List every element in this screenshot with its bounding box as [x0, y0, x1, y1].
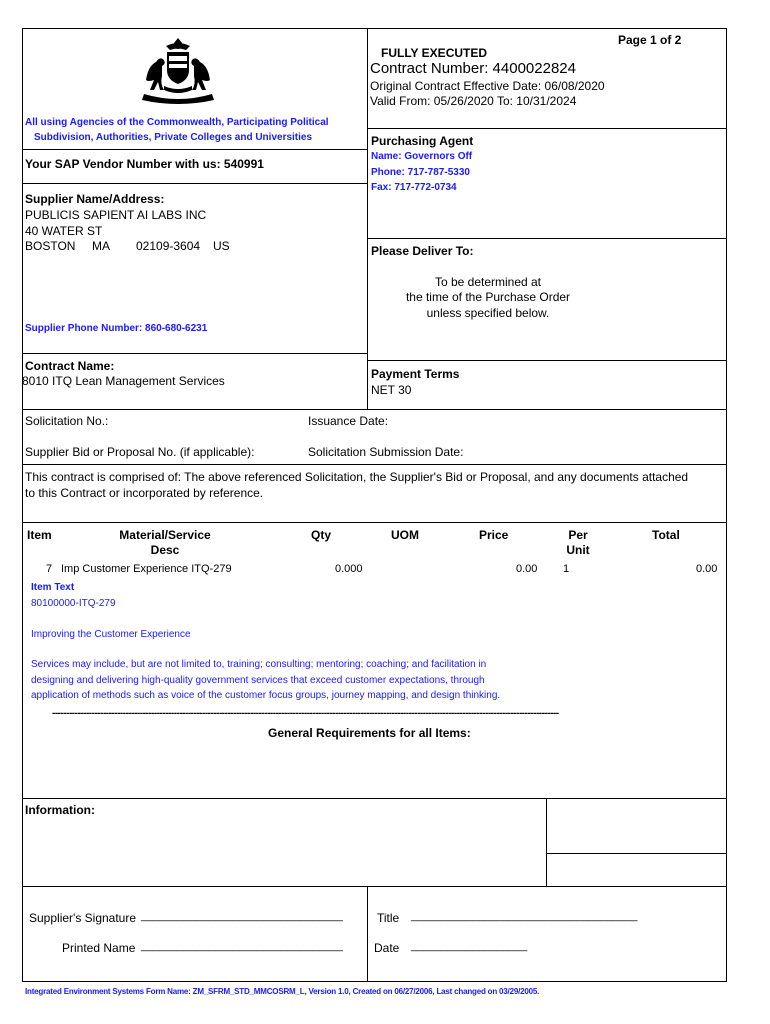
supplier-phone: Supplier Phone Number: 860-680-6231	[25, 323, 208, 334]
payment-terms-value: NET 30	[371, 383, 412, 397]
agent-fax: Fax: 717-772-0734	[371, 182, 457, 193]
col-desc-2: Desc	[150, 543, 180, 557]
supplier-street: 40 WATER ST	[25, 224, 103, 238]
effective-date: Original Contract Effective Date: 06/08/2020	[370, 79, 605, 93]
row-item-number: 7	[46, 563, 53, 575]
frame-bottom	[22, 981, 727, 982]
col-price: Price	[479, 528, 509, 542]
sap-vendor-number: Your SAP Vendor Number with us: 540991	[25, 157, 264, 171]
supplier-city: BOSTON	[25, 239, 76, 253]
info-divider-h	[546, 853, 727, 854]
solicitation-no: Solicitation No.:	[25, 414, 109, 428]
col-per-2: Unit	[566, 543, 590, 557]
supplier-bid-no: Supplier Bid or Proposal No. (if applicable):	[25, 445, 255, 459]
payment-terms-label: Payment Terms	[371, 367, 460, 381]
deliver-line-3: unless specified below.	[426, 306, 550, 320]
divider-left-3	[22, 353, 368, 354]
col-uom: UOM	[391, 528, 419, 542]
divider-signature	[22, 886, 727, 887]
agencies-line-2: Subdivision, Authorities, Private Colleges and Universities	[34, 132, 313, 143]
divider-solicitation	[22, 409, 727, 410]
divider-information	[22, 798, 727, 799]
page-indicator: Page 1 of 2	[618, 33, 682, 47]
date-line[interactable]: ___________________	[411, 940, 528, 952]
deliver-label: Please Deliver To:	[371, 244, 474, 258]
info-divider-v	[546, 798, 547, 887]
divider-right-3	[367, 360, 727, 361]
divider-right-1	[367, 128, 727, 129]
agencies-line-1: All using Agencies of the Commonwealth, Participating Political	[25, 117, 329, 128]
deliver-line-1: To be determined at	[434, 275, 542, 289]
general-requirements: General Requirements for all Items:	[268, 726, 471, 740]
printed-name-line[interactable]: _________________________________	[141, 940, 343, 952]
col-total: Total	[652, 528, 680, 542]
supplier-country: US	[213, 239, 230, 253]
supplier-zip: 02109-3604	[136, 239, 201, 253]
supplier-signature-label: Supplier's Signature	[29, 911, 137, 925]
col-desc-1: Material/Service	[119, 528, 211, 542]
supplier-label: Supplier Name/Address:	[25, 192, 165, 206]
valid-dates: Valid From: 05/26/2020 To: 10/31/2024	[370, 94, 577, 108]
comprised-line-1: This contract is comprised of: The above referenced Solicitation, the Supplier's Bid or Proposal, and any documents attached	[25, 470, 689, 484]
agent-phone: Phone: 717-787-5330	[371, 167, 470, 178]
row-price: 0.00	[516, 563, 538, 575]
comprised-line-2: to this Contract or incorporated by reference.	[25, 486, 264, 500]
footer-form-name: Integrated Environment Systems Form Name: ZM_SFRM_STD_MMCOSRM_L, Version 1.0, Created on 06/27/2006, Last changed on 03/29/2005.	[25, 987, 540, 996]
signature-divider	[367, 886, 368, 982]
divider-comprised	[22, 464, 727, 465]
contract-name: 8010 ITQ Lean Management Services	[22, 374, 225, 388]
item-improving: Improving the Customer Experience	[31, 629, 191, 640]
frame-top	[22, 28, 727, 29]
dashed-separator: -----------------------------------------------------------------------------------------------------------------------------------------------------------------------------------	[52, 708, 559, 719]
col-per-1: Per	[568, 528, 588, 542]
item-code: 80100000-ITQ-279	[31, 598, 116, 609]
item-services-line-2: designing and delivering high-quality government services that exceed customer expectations, through	[31, 675, 485, 686]
item-services-line-1: Services may include, but are not limited to, training; consulting; mentoring; coaching; and facilitation in	[31, 659, 487, 670]
date-label: Date	[374, 941, 400, 955]
divider-left-2	[22, 183, 368, 184]
purchasing-agent-label: Purchasing Agent	[371, 134, 474, 148]
divider-right-2	[367, 238, 727, 239]
commonwealth-seal-icon	[138, 36, 218, 104]
row-per-unit: 1	[563, 563, 570, 575]
item-text-label: Item Text	[31, 582, 75, 593]
contract-number: Contract Number: 4400022824	[370, 60, 576, 77]
contract-name-label: Contract Name:	[25, 359, 115, 373]
row-qty: 0.000	[335, 563, 363, 575]
frame-right	[726, 28, 727, 982]
printed-name-label: Printed Name	[62, 941, 136, 955]
divider-items-top	[22, 522, 727, 523]
title-label: Title	[377, 911, 400, 925]
col-qty: Qty	[311, 528, 332, 542]
supplier-name: PUBLICIS SAPIENT AI LABS INC	[25, 208, 207, 222]
submission-date: Solicitation Submission Date:	[308, 445, 464, 459]
row-description: Imp Customer Experience ITQ-279	[61, 563, 232, 575]
supplier-state: MA	[92, 239, 110, 253]
item-services-line-3: application of methods such as voice of the customer focus groups, journey mapping, and design thinking.	[31, 690, 501, 701]
row-total: 0.00	[696, 563, 718, 575]
divider-left-1	[22, 149, 368, 150]
information-label: Information:	[25, 803, 95, 817]
issuance-date: Issuance Date:	[308, 414, 389, 428]
deliver-line-2: the time of the Purchase Order	[405, 290, 571, 304]
col-item: Item	[27, 528, 52, 542]
supplier-signature-line[interactable]: _________________________________	[141, 910, 343, 922]
status-label: FULLY EXECUTED	[381, 46, 488, 60]
frame-left	[22, 28, 23, 982]
agent-name: Name: Governors Off	[371, 151, 473, 162]
title-line[interactable]: _____________________________________	[411, 910, 638, 922]
